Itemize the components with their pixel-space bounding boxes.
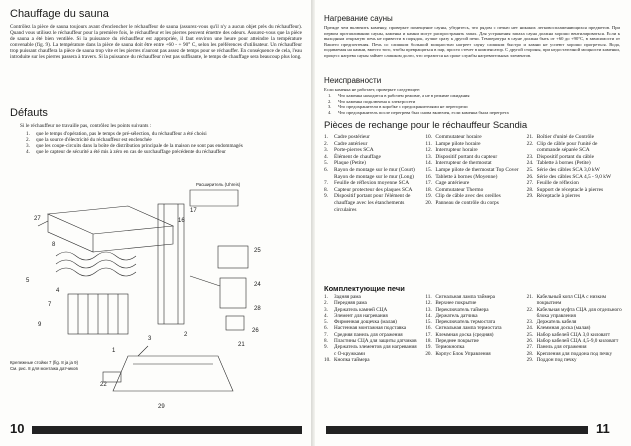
part-item: 1. Задняя рама xyxy=(324,294,361,300)
page-number-left: 10 xyxy=(10,421,25,436)
part-item: 17. Cage antérieure xyxy=(425,180,470,187)
part-item: 9. Держатель элементов для нагревания с О-кружками xyxy=(324,344,417,357)
element-curve-3 xyxy=(56,268,136,276)
control-box-shape xyxy=(220,278,246,308)
heading-ru-faults: Неисправности xyxy=(324,76,382,85)
part-item: 2. Передняя рама xyxy=(324,300,367,307)
element-curve-2 xyxy=(56,260,136,268)
part-number: 5 xyxy=(26,278,30,284)
parts-fr-col-2 xyxy=(425,134,520,213)
part-item: 20. Корпус Блок Управления xyxy=(425,350,491,357)
part-item: Rayon de montage sur le mur (Long) xyxy=(334,173,414,180)
ru-fault-item: 4. Что предохранитель после перегрева был снова включен, если каменка была перегрета xyxy=(328,109,509,115)
part-item: 17. Клеммная доска (средняя) xyxy=(425,331,494,338)
part-item: 18. Переднее покрытие xyxy=(425,338,479,345)
page-number-right: 11 xyxy=(596,421,610,436)
part-item: 13. Dispositif portant du capteur xyxy=(425,153,498,160)
leader-line xyxy=(190,276,220,286)
part-item: 8. Capteur protecteur des plaques SCA xyxy=(324,186,413,193)
part-item: 8. Пластины СЦА для защиты датчиков xyxy=(324,338,417,345)
heading-ru-heating: Нагревание сауны xyxy=(324,14,393,23)
ru-fault-item: 1. Что каменка находится в рабочем режиме, а не в режиме ожидания xyxy=(328,93,470,98)
defauts-item: 3. que les coupe-circuits dans la boîte de distribution principale de la maison ne sont pas endommagés xyxy=(26,143,243,150)
part-item: 26. Набор кабелей СЦА 4,5-9,0 киловатт xyxy=(526,338,619,345)
parts-ru-columns xyxy=(324,294,622,363)
part-item: 10. Кнопка таймера xyxy=(324,356,370,363)
element-curve-1 xyxy=(56,252,136,260)
part-item: 23. Держатель кабеля xyxy=(526,319,577,326)
part-number-labels xyxy=(26,208,261,410)
part-item: 2. Cadre antérieur xyxy=(324,140,368,147)
defauts-item: 4. que le capteur de sécurité a été mis à zéro en cas de surchauffage précédente du réchauffeur xyxy=(26,149,226,156)
part-number: 9 xyxy=(38,322,42,328)
part-item: 15. Lampe pilote de thermostat Top Cover xyxy=(425,166,519,173)
part-number: 27 xyxy=(34,216,41,222)
part-number: 4 xyxy=(56,288,60,294)
ru-faults-intro: Если каменка не работает, проверьте следующее: xyxy=(324,87,421,92)
part-item: 21. Boîtier d'unité de Contrôle xyxy=(526,134,595,140)
terminal-block-shape xyxy=(226,316,244,330)
ru-heating-paragraph: Прежде чем включить каменку, проверьте помещение сауны, убедитесь, что рядом с печью нет никаких легковоспламеняющихся предметов. При первом протапливании сауны, каменка и камни могут распространять запах. Для устранения запаха сауна должна хорошо вентилироваться. Если к выходным открытую печь не привести в порядок, лучше сразу к другой печи. Температура в сауне должна быть от +60 до +90°C, в зависимости от Вашего предпочтения. Печь со слишком большой мощностью нагреет сауну слишком быстро и камни не успеют хорошо прогреться. Вода, подаваемая на камни, вместо того, чтобы превращаться в пар, просто стечет в компенсатор. С другой стороны, при недостаточной мощности каменки, процесс нагрева сауны займет слишком долго, что отразится на сроке службы нагревательных элементов. xyxy=(324,25,620,58)
part-number: 24 xyxy=(254,282,261,288)
part-item: 1. Cadre postérieur xyxy=(324,134,370,140)
part-item: 11. Сигнальная лампа таймера xyxy=(425,294,495,300)
small-bracket-shape xyxy=(103,372,121,382)
part-item: 16. Сигнальная лампа термостата xyxy=(425,325,502,332)
part-item: 19. Clip de câble avec des oreilles xyxy=(425,193,501,200)
part-item: 28. Support de réceptacle à pierres xyxy=(526,186,604,193)
part-number: 7 xyxy=(48,302,52,308)
part-item: 10. Commutateur horaire xyxy=(425,134,482,140)
part-item: 18. Commutateur Thermo xyxy=(425,186,484,193)
page-bar-right xyxy=(326,426,588,434)
part-item: 27. Feuille de réflexion xyxy=(526,180,579,187)
part-item: 23. Dispositif portant du câble xyxy=(526,153,594,160)
defauts-item: 2. que la source d'électricité du réchauffeur est enclenchée xyxy=(26,137,152,144)
leader-line xyxy=(138,346,148,356)
part-item: 24. Tablette à bornes (Petite) xyxy=(526,160,591,167)
part-item: 9. Dispositif portant pour l'élément de chauffage avec les étanchements circulaires xyxy=(324,193,411,213)
part-number: 8 xyxy=(52,242,56,248)
heading-defauts: Défauts xyxy=(10,107,48,119)
part-number: 3 xyxy=(148,336,152,342)
part-number: 26 xyxy=(252,328,259,334)
left-page xyxy=(0,0,310,446)
control-panel-shape xyxy=(218,246,248,268)
part-item: 22. Кабельная муфта СЦА для отдельного блока управления xyxy=(526,306,622,319)
figure-label-top: Расширитель (Uhreis) xyxy=(196,182,241,187)
ru-fault-item: 2. Что каменка подключена к электросети xyxy=(328,98,416,104)
exploded-heater-diagram xyxy=(8,182,298,412)
part-item: 3. Porte-pierres SCA xyxy=(324,147,374,154)
part-number: 21 xyxy=(238,342,245,348)
heading-parts-fr: Pièces de rechange pour le réchauffeur Scandia xyxy=(324,120,528,131)
part-item: 27. Панель для отражения xyxy=(526,344,587,351)
defauts-list xyxy=(26,131,292,155)
ru-faults-list xyxy=(328,93,620,115)
part-item: 12. Interrupteur horaire xyxy=(425,147,478,154)
part-number: 28 xyxy=(254,306,261,312)
part-number: 1 xyxy=(112,348,116,354)
part-item: 26. Série des câbles SCA 4,5 - 9,0 kW xyxy=(526,173,612,180)
parts-fr-columns xyxy=(324,134,622,213)
part-item: 24. Клеммная доска (малая) xyxy=(526,325,591,332)
part-item: 13. Переключатель таймера xyxy=(425,306,489,313)
part-item: 20. Panneau de contrôle du corps xyxy=(425,199,499,206)
part-number: 17 xyxy=(190,208,197,214)
part-item: 21. Кабельный копл СЦА с низким покрытием xyxy=(526,294,607,307)
part-item: 7. Средняя панель для отражения xyxy=(324,331,403,338)
top-cover-shape xyxy=(48,206,173,234)
defauts-intro: Si le réchauffeur ne travaille pas, contrôlez les points suivants : xyxy=(20,123,152,129)
part-item: 29. Поддон под печку xyxy=(526,356,577,363)
defauts-item: 1. que le temps d'opération, pas le temps de pré-sélection, du réchauffeur a été choisi xyxy=(26,131,207,137)
part-item: 25. Набор кабелей СЦА 3,0 киловатт xyxy=(526,331,611,338)
figure-note-1: Крепежные стойки 7 (fig. 8 ja ja 9) xyxy=(10,360,79,365)
parts-ru-col-1 xyxy=(324,294,419,363)
part-item: 11. Lampe pilote horaire xyxy=(425,140,481,147)
part-number: 25 xyxy=(254,248,261,254)
part-item: 28. Крепления для поддона под печку xyxy=(526,350,613,357)
part-item: 7. Feuille de réflexion moyenne SCA xyxy=(324,180,410,187)
parts-fr-col-1 xyxy=(324,134,419,213)
stone-basket-shape xyxy=(113,356,233,391)
parts-fr-col-3 xyxy=(527,134,622,213)
diagram-labels xyxy=(10,182,241,371)
part-item: 14. Interrupteur de thermostat xyxy=(425,160,492,167)
part-item: 22. Clip de câble pour l'unité de commande séparée SCA xyxy=(526,140,598,154)
parts-ru-col-2 xyxy=(425,294,520,363)
part-item: 4. Élément de chauffage xyxy=(324,153,381,160)
part-number: 22 xyxy=(100,382,107,388)
part-item: 16. Tablette à bornes (Moyenne) xyxy=(425,173,498,180)
part-item: 12. Верхнее покрытие xyxy=(425,300,477,307)
figure-note-2: См. рис. 8 для монтажа датчиков xyxy=(10,366,78,371)
page-bar-left xyxy=(32,426,302,434)
part-item: 4. Элемент для нагревания xyxy=(324,312,388,319)
heading-chauffage: Chauffage du sauna xyxy=(10,8,109,20)
right-page xyxy=(316,0,631,446)
part-number: 2 xyxy=(184,332,188,338)
part-number: 29 xyxy=(158,404,165,410)
part-number: 16 xyxy=(178,218,185,224)
sauna-paragraph: Contrôlez la pièce de sauna toujours avant d'enclencher le réchauffeur de sauna (assurez-vous qu'il n'y a aucun objet près du réchauffeur). Quand vous utilisez le réchauffeur pour la première fois, le réchauffeur et les pierres peuvent émettre des odeurs. Assurez-vous que la pièce de sauna a été bien ventilée. Si la puissance du réchauffeur est appropriée, il faut environ une heure pour atteindre la température convenable (fig. 9). La température dans la pièce de sauna doit être entre +60 - + 90° C, selon les préférences d'utilisateur. Un réchauffeur trop puissant chauffera la pièce de sauna trop vite et les pierres n'auront pas assez de temps pour se réchauffer. En conséquence de cela, l'eau introduite sur les pierres passera à travers. Si la puissance du réchauffeur n'est pas suffisante, le temps de chauffage sera beaucoup plus long. xyxy=(10,24,302,61)
part-item: 29. Réceptacle à pierres xyxy=(526,193,581,200)
ru-fault-item: 3. Что предохранители в коробке с предохранителями не перегорели xyxy=(328,104,468,110)
part-item: 14. Держатель датчика xyxy=(425,312,478,319)
part-item: 3. Держатель камней СЦА xyxy=(324,306,388,313)
part-item: 6. Rayon de montage sur le mur (Court) xyxy=(324,166,415,173)
part-item: 5. Фирменная дощечка (малая) xyxy=(324,319,397,326)
part-item: 19. Термокнопка xyxy=(425,344,465,351)
parts-ru-col-3 xyxy=(527,294,622,363)
part-item: 15. Переключатель термостата xyxy=(425,319,496,326)
part-item: 25. Série des câbles SCA 3,0 kW xyxy=(526,166,600,173)
book-gutter xyxy=(311,0,315,446)
heading-parts-ru: Комплектующие печи xyxy=(324,284,405,293)
part-item: 5. Plaque (Petite) xyxy=(324,160,366,167)
part-item: 6. Настенная монтажная подставка xyxy=(324,325,407,332)
wall-bracket-shape xyxy=(190,190,238,206)
